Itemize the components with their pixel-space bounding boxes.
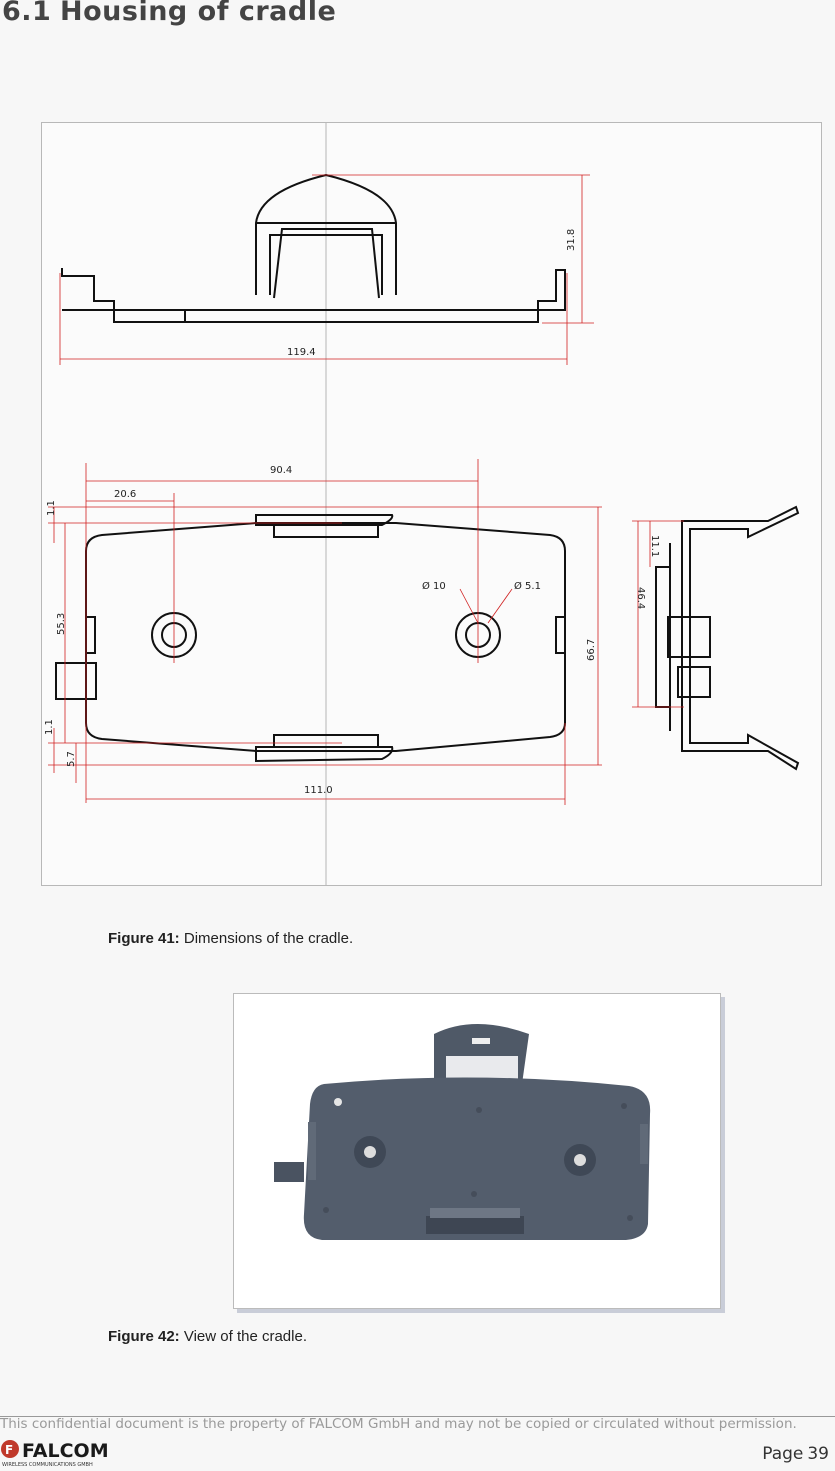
section-heading: [2, 0, 336, 27]
technical-drawing: [41, 122, 822, 886]
dim-overall-width: 111.0: [304, 785, 333, 796]
figure-42-label: Figure 42:: [108, 1328, 180, 1345]
section-title: Housing of cradle: [60, 0, 337, 27]
section-number: 6.1: [2, 0, 52, 27]
page-label: Page: [762, 1444, 804, 1464]
figure-41-label: Figure 41:: [108, 930, 180, 947]
figure-41-caption: [108, 930, 353, 947]
dim-side-height: 31.8: [566, 228, 577, 251]
svg-text:F: F: [5, 1443, 14, 1457]
dim-end-height: 46.4: [635, 587, 646, 610]
end-view: [656, 507, 798, 769]
figure-42-text: View of the cradle.: [183, 1328, 307, 1345]
falcom-logo: [0, 1437, 140, 1467]
dim-hole-large: Ø 10: [422, 581, 446, 592]
figure-41-text: Dimensions of the cradle.: [183, 930, 354, 947]
cradle-photo-illustration: [234, 994, 720, 1308]
dim-edge-top: 1.1: [46, 500, 57, 516]
page-value: 39: [807, 1444, 829, 1464]
dim-hole-small: Ø 5.1: [514, 581, 541, 592]
side-view: [62, 175, 565, 323]
logo-subtext: WIRELESS COMMUNICATIONS GMBH: [2, 1462, 93, 1467]
dim-side-width: 119.4: [287, 347, 316, 358]
logo-wordmark: FALCOM: [22, 1440, 109, 1462]
top-dimension-lines: [48, 459, 602, 805]
dim-end-edge: 11.1: [649, 535, 660, 558]
dim-hole-spacing: 90.4: [270, 465, 293, 476]
top-view: [56, 515, 565, 761]
dim-edge-bottom: 1.1: [44, 719, 55, 735]
dim-left-height: 55.3: [56, 612, 67, 635]
page-number: [758, 1444, 829, 1464]
falcom-logo-graphic: [0, 1437, 140, 1467]
figure-42-caption: [108, 1328, 307, 1345]
dim-overall-height: 66.7: [586, 638, 597, 661]
confidential-notice: This confidential document is the property of FALCOM GmbH and may not be copied or circulated without permission.: [0, 1416, 797, 1432]
side-dimension-lines: [60, 175, 594, 365]
dim-hole-offset: 20.6: [114, 489, 137, 500]
dim-tab-depth: 5.7: [66, 751, 77, 767]
cradle-photo: [233, 993, 721, 1309]
cradle-dimension-drawing: [42, 123, 821, 885]
